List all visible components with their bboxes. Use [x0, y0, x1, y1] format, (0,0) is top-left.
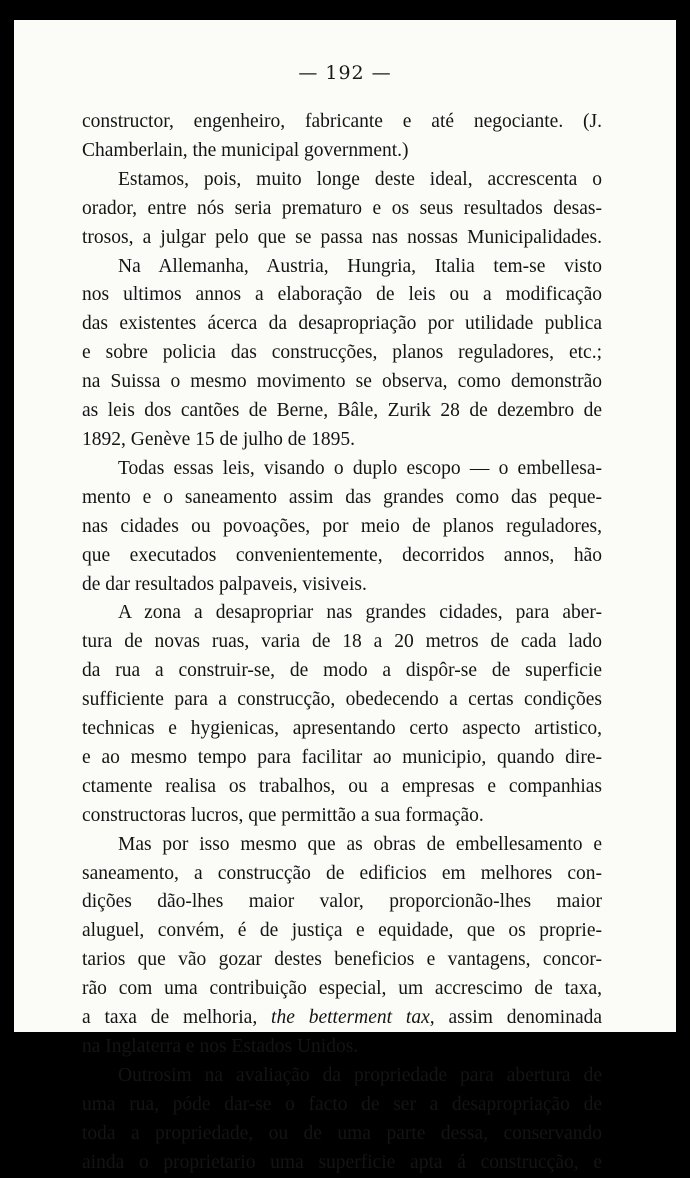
text-line: dições dão-lhes maior valor, proporcionão-lhes maior: [82, 891, 602, 913]
text-line: tura de novas ruas, varia de 18 a 20 metros de cada lado: [82, 631, 602, 653]
paragraph-3: [82, 253, 602, 455]
text-segment: a taxa de melhoria,: [82, 1007, 272, 1029]
paragraph-1: [82, 108, 602, 166]
text-line: Todas essas leis, visando o duplo escopo — o embellesa-: [118, 457, 602, 479]
text-line: constructoras lucros, que permittão a sua formação.: [82, 804, 484, 826]
text-line: aluguel, convém, é de justiça e equidade, que os proprie-: [82, 920, 602, 942]
text-line: nos ultimos annos a elaboração de leis ou a modificação: [82, 284, 602, 306]
text-line: Outrosim na avaliação da propriedade para abertura de: [118, 1064, 602, 1086]
text-line: uma rua, póde dar-se o facto de ser a desapropriação de: [82, 1093, 602, 1115]
text-line: toda a propriedade, ou de uma parte dessa, conservando: [82, 1122, 602, 1144]
book-page: [14, 20, 676, 1173]
text-line: Estamos, pois, muito longe deste ideal, accrescenta o: [118, 168, 602, 190]
paragraph-6: [82, 831, 602, 1062]
paragraph-7: [82, 1062, 602, 1178]
text-line: tarios que vão gozar destes beneficios e vantagens, concor-: [82, 949, 602, 971]
text-line: de dar resultados palpaveis, visiveis.: [82, 573, 367, 595]
text-line: orador, entre nós seria prematuro e os seus resultados desas-: [82, 197, 602, 219]
text-line: na Suissa o mesmo movimento se observa, como demonstrão: [82, 371, 602, 393]
text-line: as leis dos cantões de Berne, Bâle, Zurik 28 de dezembro de: [82, 400, 602, 422]
text-line: e sobre policia das construcções, planos reguladores, etc.;: [82, 342, 602, 364]
text-line: A zona a desapropriar nas grandes cidades, para aber-: [118, 602, 602, 624]
text-line: sufficiente para a construcção, obedecendo a certas condições: [82, 689, 602, 711]
body-text: [82, 108, 602, 1178]
text-line: das existentes ácerca da desapropriação por utilidade publica: [82, 313, 602, 335]
page-number: — 192 —: [298, 62, 392, 84]
text-line: da rua a construir-se, de modo a dispôr-se de superficie: [82, 660, 602, 682]
text-line: na Inglaterra e nos Estados Unidos.: [82, 1036, 359, 1057]
text-line: ainda o proprietario uma superficie apta á construcção, e: [82, 1151, 602, 1173]
text-line: 1892, Genève 15 de julho de 1895.: [82, 428, 355, 450]
text-line: technicas e hygienicas, apresentando certo aspecto artistico,: [82, 718, 602, 740]
italic-term: the betterment tax,: [271, 1007, 435, 1029]
text-line: rão com uma contribuição especial, um accrescimo de taxa,: [82, 978, 602, 1000]
paragraph-2: [82, 166, 602, 253]
text-line: saneamento, a construcção de edificios em melhores con-: [82, 862, 602, 884]
paragraph-4: [82, 455, 602, 600]
text-line: nas cidades ou povoações, por meio de planos reguladores,: [82, 515, 602, 537]
text-line: ctamente realisa os trabalhos, ou a empresas e companhias: [82, 775, 602, 797]
text-line: Mas por isso mesmo que as obras de embellesamento e: [118, 833, 602, 855]
paragraph-5: [82, 599, 602, 830]
text-line: Na Allemanha, Austria, Hungria, Italia tem-se visto: [118, 255, 602, 277]
text-line: trosos, a julgar pelo que se passa nas nossas Municipalidades.: [82, 226, 602, 248]
text-line: que executados convenientemente, decorridos annos, hão: [82, 544, 602, 566]
text-line: mento e o saneamento assim das grandes como das peque-: [82, 486, 602, 508]
text-line: constructor, engenheiro, fabricante e até negociante. (J.: [82, 111, 602, 132]
text-segment: assim denominada: [434, 1007, 602, 1029]
text-line: e ao mesmo tempo para facilitar ao municipio, quando dire-: [82, 746, 602, 768]
text-line-betterment: [82, 1004, 602, 1033]
text-line: Chamberlain, the municipal government.): [82, 139, 409, 161]
